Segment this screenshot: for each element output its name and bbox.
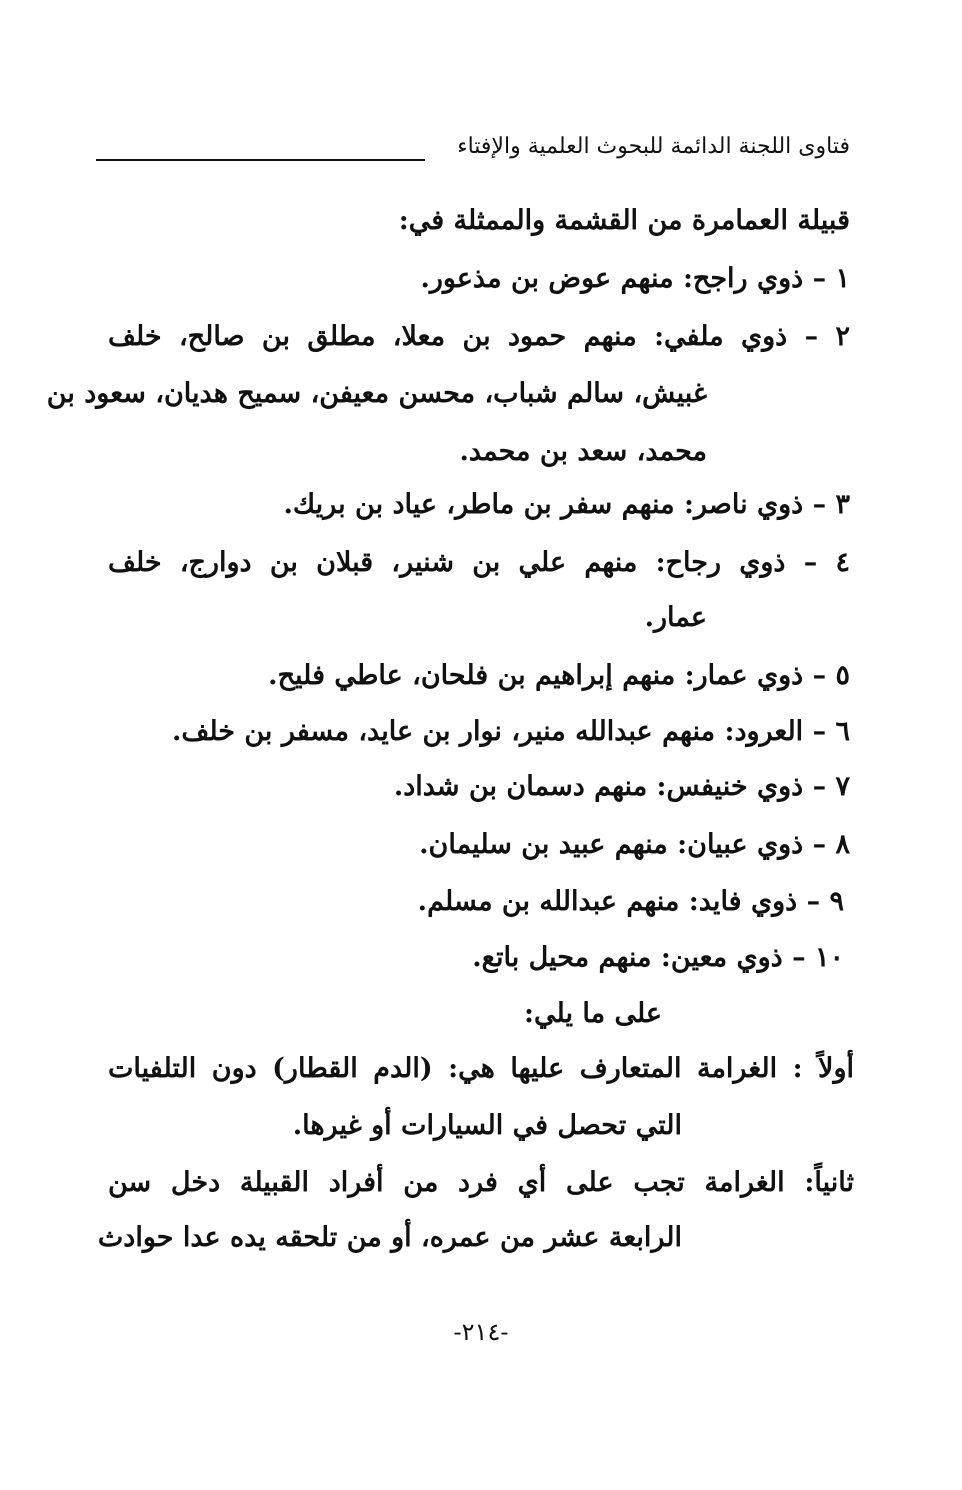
list-item-2-line-2: غبيش، سالم شباب، محسن معيفن، سميح هديان، سعود بن xyxy=(46,378,707,409)
list-item-3: ٣ – ذوي ناصر: منهم سفر بن ماطر، عياد بن بريك. xyxy=(283,489,850,520)
header-rule xyxy=(96,159,425,161)
as-follows-line: على ما يلي: xyxy=(524,998,662,1029)
page-number: -٢١٤- xyxy=(453,1318,509,1346)
list-item-10: ١٠ – ذوي معين: منهم محيل باتع. xyxy=(472,942,844,973)
first-point-line-1: أولاً : الغرامة المتعارف عليها هي: (الدم القطار) دون التلفيات xyxy=(108,1053,854,1084)
first-point-line-2: التي تحصل في السيارات أو غيرها. xyxy=(292,1110,682,1141)
list-item-6: ٦ – العرود: منهم عبدالله منير، نوار بن عايد، مسفر بن خلف. xyxy=(171,716,850,747)
list-item-7: ٧ – ذوي خنيفس: منهم دسمان بن شداد. xyxy=(393,771,850,802)
intro-line: قبيلة العمامرة من القشمة والممثلة في: xyxy=(398,205,850,236)
list-item-9: ٩ – ذوي فايد: منهم عبدالله بن مسلم. xyxy=(417,886,844,917)
running-header xyxy=(96,128,850,164)
list-item-5: ٥ – ذوي عمار: منهم إبراهيم بن فلحان، عاطي فليح. xyxy=(268,660,850,691)
list-item-4-line-2: عمار. xyxy=(644,602,707,633)
list-item-8: ٨ – ذوي عبيان: منهم عبيد بن سليمان. xyxy=(419,829,850,860)
list-item-4-line-1: ٤ – ذوي رجاح: منهم علي بن شنير، قبلان بن دوارج، خلف xyxy=(108,547,850,578)
list-item-1: ١ – ذوي راجح: منهم عوض بن مذعور. xyxy=(420,263,850,294)
header-title: فتاوى اللجنة الدائمة للبحوث العلمية والإفتاء xyxy=(457,134,850,159)
second-point-line-2: الرابعة عشر من عمره، أو من تلحقه يده عدا حوادث xyxy=(97,1222,682,1253)
second-point-line-1: ثانياً: الغرامة تجب على أي فرد من أفراد القبيلة دخل سن xyxy=(108,1167,854,1198)
list-item-2-line-1: ٢ – ذوي ملفي: منهم حمود بن معلا، مطلق بن صالح، خلف xyxy=(108,321,850,352)
list-item-2-line-3: محمد، سعد بن محمد. xyxy=(459,436,707,467)
